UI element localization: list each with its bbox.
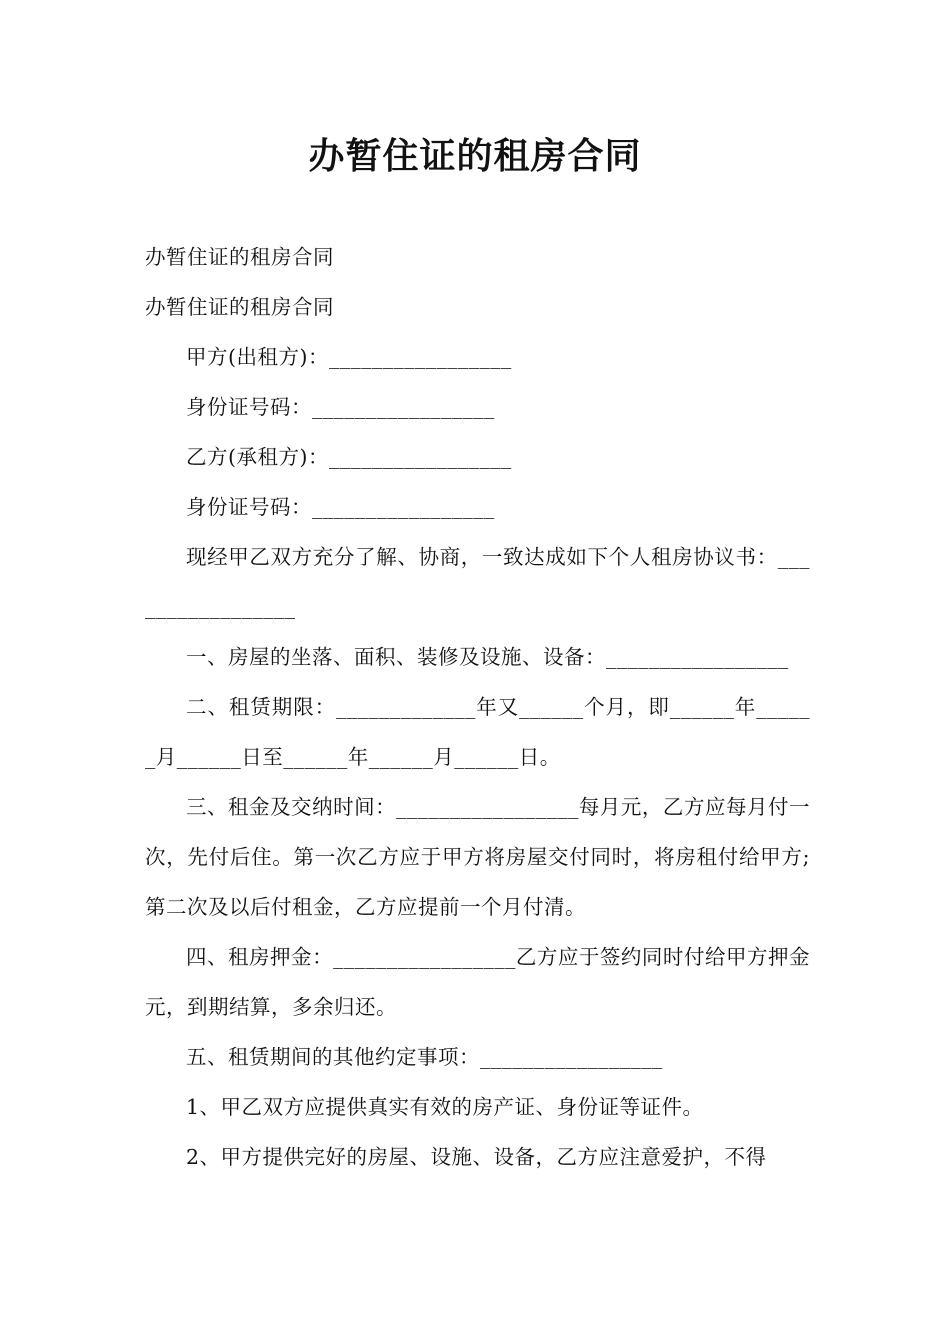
clause-5: 五、租赁期间的其他约定事项：_________________ (186, 1045, 663, 1069)
agreement-intro: 现经甲乙双方充分了解、协商，一致达成如下个人租房协议书：_________________ (145, 545, 810, 619)
document-title: 办暂住证的租房合同 (308, 136, 642, 177)
sub-clause-1: 1、甲乙双方应提供真实有效的房产证、身份证等证件。 (186, 1095, 704, 1119)
sub-clause-2: 2、甲方提供完好的房屋、设施、设备，乙方应注意爱护，不得 (186, 1145, 767, 1169)
party-b-line: 乙方(承租方)：_________________ (186, 445, 512, 469)
paragraph-heading-1: 办暂住证的租房合同 (145, 245, 334, 269)
clause-4: 四、租房押金：_________________乙方应于签约同时付给甲方押金元，到期结算，多余归还。 (145, 945, 810, 1019)
clause-3: 三、租金及交纳时间：_________________每月元，乙方应每月付一次，先付后住。第一次乙方应于甲方将房屋交付同时，将房租付给甲方;第二次及以后付租金，乙方应提前一个月付清。 (145, 795, 810, 919)
document-body (145, 232, 810, 1182)
clause-2: 二、租赁期限：_____________年又______个月，即______年______月______日至______年______月______日。 (145, 695, 810, 769)
paragraph-heading-2: 办暂住证的租房合同 (145, 295, 334, 319)
clause-1: 一、房屋的坐落、面积、装修及设施、设备：_________________ (186, 645, 789, 669)
party-b-id-line: 身份证号码：_________________ (186, 495, 495, 519)
party-a-line: 甲方(出租方)：_________________ (186, 345, 512, 369)
party-a-id-line: 身份证号码：_________________ (186, 395, 495, 419)
